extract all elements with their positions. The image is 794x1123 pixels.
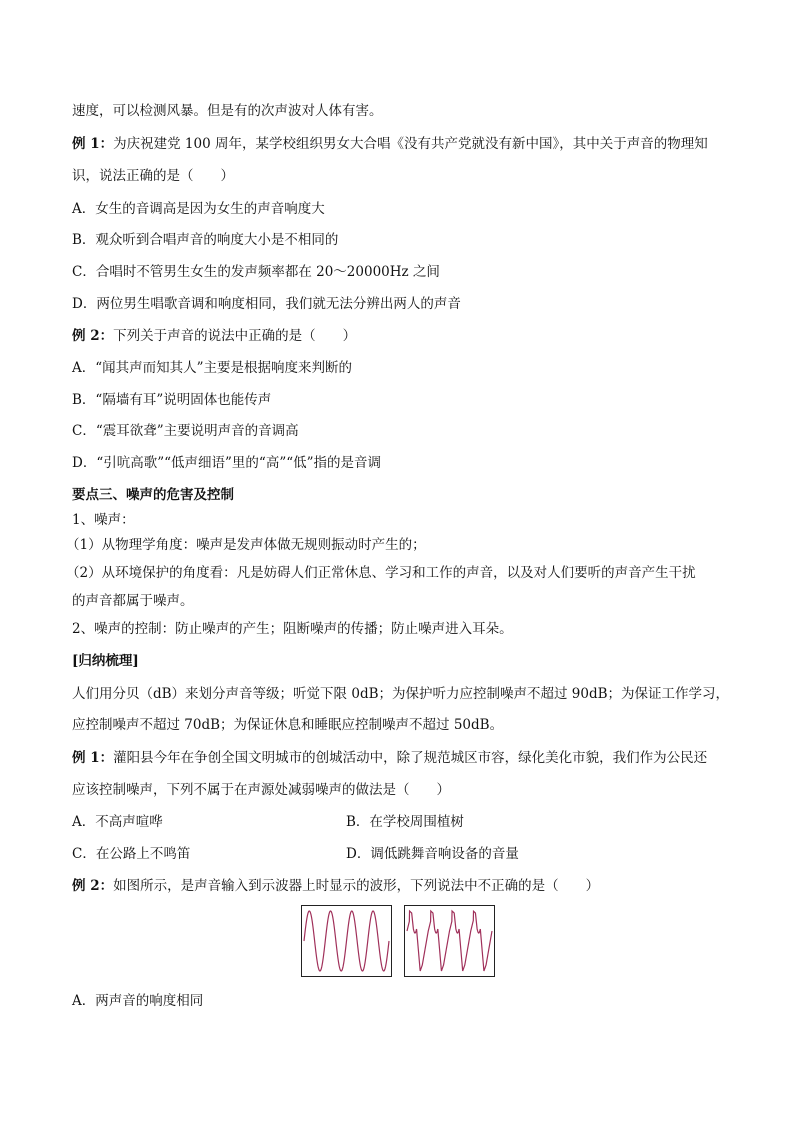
noise-point-2-cont: 的声音都属于噪声。 (72, 593, 194, 609)
question-text: 如图所示，是声音输入到示波器上时显示的波形，下列说法中不正确的是（ ） (113, 878, 600, 894)
summary-text: 人们用分贝（dB）来划分声音等级；听觉下限 0dB；为保护听力应控制噪声不超过 90dB；为保证工作学习， (72, 686, 730, 702)
question-text: 下列关于声音的说法中正确的是（ ） (113, 328, 357, 344)
text-line: 速度，可以检测风暴。但是有的次声波对人体有害。 (72, 103, 383, 119)
question-text-cont: 识，说法正确的是（ ） (72, 168, 234, 184)
oscilloscope-right (404, 905, 495, 977)
complex-waveform (407, 911, 492, 971)
section-heading: 要点三、噪声的危害及控制 (72, 487, 234, 503)
example-2 (72, 326, 356, 346)
option-a: A．“闻其声而知其人”主要是根据响度来判断的 (72, 360, 353, 376)
example-label: 例 2： (72, 878, 114, 894)
option-c: C．“震耳欲聋”主要说明声音的音调高 (72, 423, 299, 439)
option-a: A．女生的音调高是因为女生的声音响度大 (72, 201, 325, 217)
example-label: 例 1： (72, 136, 114, 152)
noise-point-1: （1）从物理学角度：噪声是发声体做无规则振动时产生的； (66, 537, 426, 553)
example-4 (72, 876, 599, 896)
noise-point-2: （2）从环境保护的角度看：凡是妨碍人们正常休息、学习和工作的声音，以及对人们要听的声音产生干扰 (66, 565, 696, 581)
oscilloscope-figure (301, 905, 495, 977)
example-label: 例 2： (72, 328, 114, 344)
summary-title: [归纳梳理] (72, 653, 139, 669)
option-a: A．两声音的响度相同 (72, 993, 204, 1009)
option-b: B．在学校周围植树 (346, 814, 464, 830)
sine-waveform (304, 911, 389, 971)
example-3 (72, 748, 707, 768)
option-d: D．调低跳舞音响设备的音量 (346, 846, 519, 862)
option-c: C．合唱时不管男生女生的发声频率都在 20～20000Hz 之间 (72, 264, 440, 280)
option-a: A．不高声喧哗 (72, 814, 163, 830)
option-b: B．观众听到合唱声音的响度大小是不相同的 (72, 232, 339, 248)
example-label: 例 1： (72, 750, 114, 766)
option-b: B．“隔墙有耳”说明固体也能传声 (72, 392, 272, 408)
option-d: D．两位男生唱歌音调和响度相同，我们就无法分辨出两人的声音 (72, 296, 461, 312)
example-1 (72, 134, 708, 154)
question-text: 为庆祝建党 100 周年，某学校组织男女大合唱《没有共产党就没有新中国》，其中关于声音的物理知 (113, 136, 708, 152)
option-d: D．“引吭高歌”“低声细语”里的“高”“低”指的是音调 (72, 455, 382, 471)
noise-control: 2、噪声的控制：防止噪声的产生；阻断噪声的传播；防止噪声进入耳朵。 (72, 621, 513, 637)
noise-title: 1、噪声： (72, 512, 135, 528)
oscilloscope-left (301, 905, 392, 977)
summary-text-cont: 应控制噪声不超过 70dB；为保证休息和睡眠应控制噪声不超过 50dB。 (72, 717, 504, 733)
option-c: C．在公路上不鸣笛 (72, 846, 191, 862)
question-text-cont: 应该控制噪声，下列不属于在声源处减弱噪声的做法是（ ） (72, 782, 450, 798)
question-text: 灌阳县今年在争创全国文明城市的创城活动中，除了规范城区市容，绿化美化市貌，我们作为公民还 (113, 750, 708, 766)
